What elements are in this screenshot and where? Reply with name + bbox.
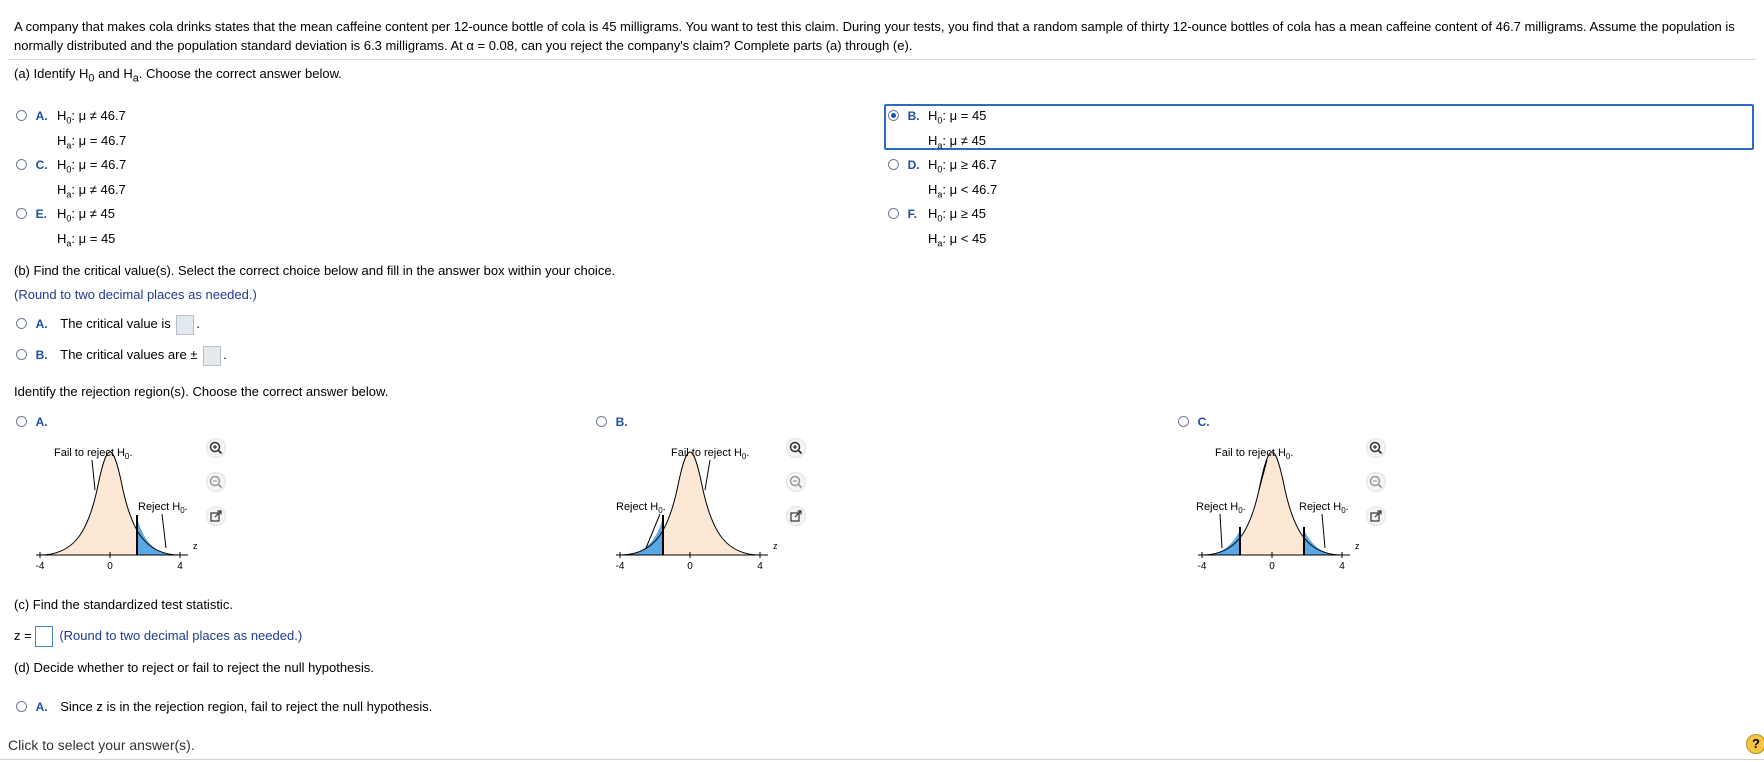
zoom-out-icon[interactable] [206, 472, 226, 492]
part-b-round-note: (Round to two decimal places as needed.) [14, 287, 257, 302]
option-f-hypotheses[interactable]: $H_0$: μ ≥ 45 $H_a$: μ < 45 [928, 206, 987, 249]
pointer-line [705, 460, 710, 490]
option-c-hypotheses[interactable]: $H_0$: μ = 46.7 $H_a$: μ ≠ 46.7 [57, 157, 127, 200]
part-c-prompt: (c) Find the standardized test statistic. [14, 597, 233, 612]
part-b-option-b[interactable]: B. The critical values are ± . [16, 345, 227, 366]
radio-button[interactable] [16, 208, 27, 219]
status-text: Click to select your answer(s). [8, 737, 195, 753]
zoom-out-icon[interactable] [786, 472, 806, 492]
tick-label: 0 [687, 561, 693, 572]
tick-label: 4 [177, 561, 183, 572]
rejection-option-b[interactable]: B. [596, 412, 628, 432]
option-d-hypotheses[interactable]: $H_0$: μ ≥ 46.7 $H_a$: μ < 46.7 [928, 157, 998, 200]
popout-icon[interactable] [206, 506, 226, 526]
fail-label: Fail to reject $H_0$. [54, 447, 133, 461]
graph-right-tail[interactable] [30, 430, 230, 578]
part-a-option-f[interactable]: F. [888, 204, 917, 224]
pointer-line [1322, 514, 1325, 548]
problem-statement: A company that makes cola drinks states that the mean caffeine content per 12-ounce bottle of cola is 45 milligrams. You want to test this claim. During your tests, you find that a random sample of thirty 12-ounce bottles of cola has a mean caffeine content of 46.7 milligrams. Assume the population is normally distributed and the population standard deviation is 6.3 milligrams. At α = 0.08, can you reject the company's claim? Complete parts (a) through (e). [14, 19, 1735, 53]
selected-answer-highlight [884, 104, 1754, 150]
graph-two-tail[interactable] [1192, 430, 1392, 578]
divider [8, 59, 1756, 60]
radio-button-selected[interactable] [888, 110, 899, 121]
part-a-option-e[interactable]: E. [16, 204, 47, 224]
tick-label: -4 [615, 561, 625, 572]
critical-values-input[interactable] [203, 346, 221, 366]
graph-left-tail[interactable] [610, 430, 810, 578]
radio-button[interactable] [888, 159, 899, 170]
reject-label: Reject $H_0$. [616, 501, 666, 515]
footer-divider [0, 759, 1764, 760]
popout-icon[interactable] [786, 506, 806, 526]
rejection-option-c[interactable]: C. [1178, 412, 1210, 432]
tick-label: 0 [107, 561, 113, 572]
zoom-out-icon[interactable] [1366, 472, 1386, 492]
option-b-hypotheses[interactable]: $H_0$: μ = 45 $H_a$: μ ≠ 45 [928, 108, 987, 151]
rejection-region-right [1304, 530, 1342, 555]
reject-label: Reject $H_0$. [138, 501, 188, 515]
radio-button[interactable] [16, 701, 27, 712]
part-b-option-a[interactable]: A. The critical value is . [16, 314, 200, 335]
reject-label-right: Reject $H_0$. [1299, 501, 1349, 515]
radio-button[interactable] [16, 349, 27, 360]
z-answer-row: z = (Round to two decimal places as needed.) [14, 626, 302, 647]
pointer-line [162, 514, 166, 548]
z-statistic-input[interactable] [35, 626, 53, 647]
zoom-in-icon[interactable] [206, 438, 226, 458]
pointer-line [92, 460, 95, 490]
normal-curve-right-tail [30, 430, 230, 575]
axis-label: z [773, 541, 778, 551]
fail-label: Fail to reject $H_0$. [671, 447, 750, 461]
reject-label-left: Reject $H_0$. [1196, 501, 1246, 515]
tick-label: -4 [1197, 561, 1207, 572]
help-icon[interactable]: ? [1746, 734, 1764, 754]
normal-curve-left-tail [610, 430, 810, 575]
zoom-in-icon[interactable] [786, 438, 806, 458]
radio-button[interactable] [596, 416, 607, 427]
part-a-option-c[interactable]: C. [16, 155, 48, 175]
part-d-prompt: (d) Decide whether to reject or fail to reject the null hypothesis. [14, 660, 374, 675]
fail-label: Fail to reject $H_0$. [1215, 447, 1294, 461]
axis-label: z [193, 541, 198, 551]
part-a-option-d[interactable]: D. [888, 155, 920, 175]
pointer-line [1220, 514, 1222, 548]
radio-button[interactable] [888, 208, 899, 219]
popout-icon[interactable] [1366, 506, 1386, 526]
radio-button[interactable] [16, 416, 27, 427]
rejection-region-right [137, 518, 180, 555]
option-a-hypotheses[interactable]: $H_0$: μ ≠ 46.7 $H_a$: μ = 46.7 [57, 108, 127, 151]
radio-button[interactable] [16, 318, 27, 329]
part-a-option-b[interactable]: B. [888, 106, 920, 126]
tick-label: 4 [757, 561, 763, 572]
critical-value-input[interactable] [176, 315, 194, 335]
normal-curve-two-tail [1192, 430, 1392, 575]
axis-label: z [1355, 541, 1360, 551]
part-b-prompt: (b) Find the critical value(s). Select the correct choice below and fill in the answer box within your choice. [14, 263, 616, 278]
option-e-hypotheses[interactable]: $H_0$: μ ≠ 45 $H_a$: μ = 45 [57, 206, 116, 249]
part-d-option-a[interactable]: A. Since z is in the rejection region, fail to reject the null hypothesis. [16, 697, 432, 717]
tick-label: -4 [35, 561, 45, 572]
tick-label: 4 [1339, 561, 1345, 572]
radio-button[interactable] [16, 110, 27, 121]
rejection-region-prompt: Identify the rejection region(s). Choose the correct answer below. [14, 384, 389, 399]
radio-button[interactable] [1178, 416, 1189, 427]
rejection-option-a[interactable]: A. [16, 412, 48, 432]
tick-label: 0 [1269, 561, 1275, 572]
part-a-prompt: (a) Identify $H_0$ and $H_a$. Choose the correct answer below. [14, 66, 342, 85]
radio-button[interactable] [16, 159, 27, 170]
part-a-option-a[interactable]: A. [16, 106, 48, 126]
zoom-in-icon[interactable] [1366, 438, 1386, 458]
